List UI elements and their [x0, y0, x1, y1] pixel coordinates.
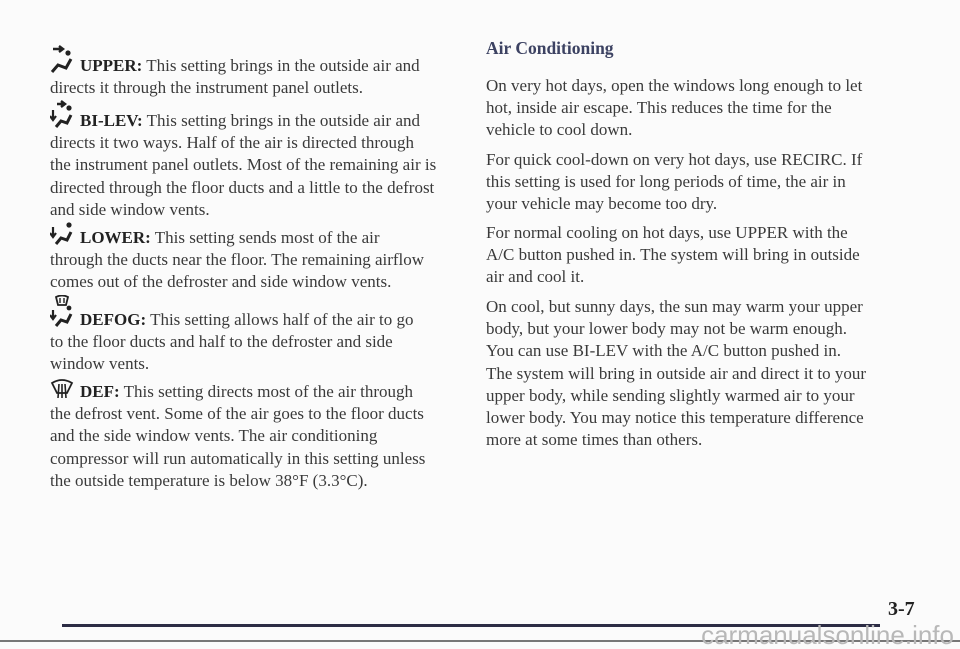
line-text: This setting brings in the outside air and: [146, 56, 420, 75]
setting-description: [50, 227, 480, 294]
setting-keyword: BI-LEV:: [80, 111, 143, 130]
text-line: air and cool it.: [486, 267, 585, 287]
text-line: For quick cool-down on very hot days, use RECIRC. If: [486, 150, 863, 169]
text-line: On cool, but sunny days, the sun may warm your upper: [486, 297, 863, 316]
line-text: directs it two ways. Half of the air is directed through: [50, 133, 414, 153]
text-line: [50, 353, 480, 375]
text-line: [50, 448, 480, 470]
line-text: compressor will run automatically in this setting unless: [50, 448, 426, 468]
text-line: A/C button pushed in. The system will bring in outside: [486, 245, 860, 265]
setting-description: [50, 110, 480, 221]
line-text: the instrument panel outlets. Most of the remaining air is: [50, 155, 437, 175]
text-line: your vehicle may become too dry.: [486, 194, 718, 214]
page-number: 3-7: [888, 598, 915, 620]
text-line: [50, 331, 480, 353]
text-line: [50, 227, 480, 249]
text-line: [50, 77, 480, 99]
line-text: This setting brings in the outside air and: [146, 111, 421, 130]
text-line: [50, 177, 480, 199]
watermark: carmanualsonline.info: [701, 620, 954, 649]
line-text: directed through the floor ducts and a little to the defrost: [50, 177, 435, 197]
text-line: On very hot days, open the windows long enough to let: [486, 76, 863, 95]
line-text: This setting directs most of the air through: [123, 382, 414, 401]
text-line: more at some times than others.: [486, 430, 703, 450]
text-line: [50, 470, 480, 492]
text-line: For normal cooling on hot days, use UPPER with the: [486, 223, 848, 242]
line-text: and side window vents.: [50, 199, 210, 219]
setting-keyword: DEFOG:: [80, 310, 147, 329]
setting-keyword: DEF:: [80, 382, 120, 401]
text-line: lower body. You may notice this temperature difference: [486, 408, 864, 428]
line-text: and the side window vents. The air conditioning: [50, 426, 378, 446]
text-line: [50, 381, 480, 403]
text-line: The system will bring in outside air and direct it to your: [486, 363, 867, 383]
setting-keyword: UPPER:: [80, 56, 143, 75]
vent-defrost-icon: [50, 379, 74, 407]
text-line: [50, 425, 480, 447]
paragraph: [486, 75, 936, 142]
line-text: the outside temperature is below 38°F (3.3°C).: [50, 470, 368, 490]
text-line: [50, 249, 480, 271]
vent-bilevel-icon: [50, 100, 74, 136]
vent-lower-icon: [50, 217, 74, 253]
text-line: [50, 55, 480, 77]
line-text: through the ducts near the floor. The remaining airflow: [50, 250, 425, 270]
text-line: hot, inside air escape. This reduces the time for the: [486, 98, 832, 118]
line-text: directs it through the instrument panel outlets.: [50, 78, 364, 98]
text-line: [50, 199, 480, 221]
text-line: this setting is used for long periods of time, the air in: [486, 172, 846, 192]
text-line: upper body, while sending slightly warmed air to your: [486, 385, 855, 405]
vent-defog-icon: [50, 295, 74, 335]
paragraph: [486, 222, 936, 289]
line-text: the defrost vent. Some of the air goes to the floor ducts: [50, 404, 424, 424]
text-line: [50, 271, 480, 293]
line-text: This setting sends most of the air: [154, 228, 380, 247]
text-line: [50, 132, 480, 154]
line-text: to the floor ducts and half to the defroster and side: [50, 332, 393, 352]
paragraph: [486, 296, 936, 451]
text-line: [50, 110, 480, 132]
setting-description: [50, 381, 480, 492]
section-heading: Air Conditioning: [486, 38, 614, 58]
text-line: body, but your lower body may not be warm enough.: [486, 319, 848, 339]
paragraph: [486, 149, 936, 216]
setting-description: [50, 55, 480, 99]
text-line: vehicle to cool down.: [486, 120, 633, 140]
line-text: window vents.: [50, 354, 150, 374]
text-line: [50, 309, 480, 331]
text-line: [50, 154, 480, 176]
line-text: This setting allows half of the air to go: [150, 310, 414, 329]
text-line: [50, 403, 480, 425]
vent-upper-icon: [50, 45, 74, 81]
setting-keyword: LOWER:: [80, 228, 151, 247]
setting-description: [50, 309, 480, 376]
line-text: comes out of the defroster and side window vents.: [50, 272, 392, 292]
text-line: You can use BI-LEV with the A/C button pushed in.: [486, 341, 841, 361]
